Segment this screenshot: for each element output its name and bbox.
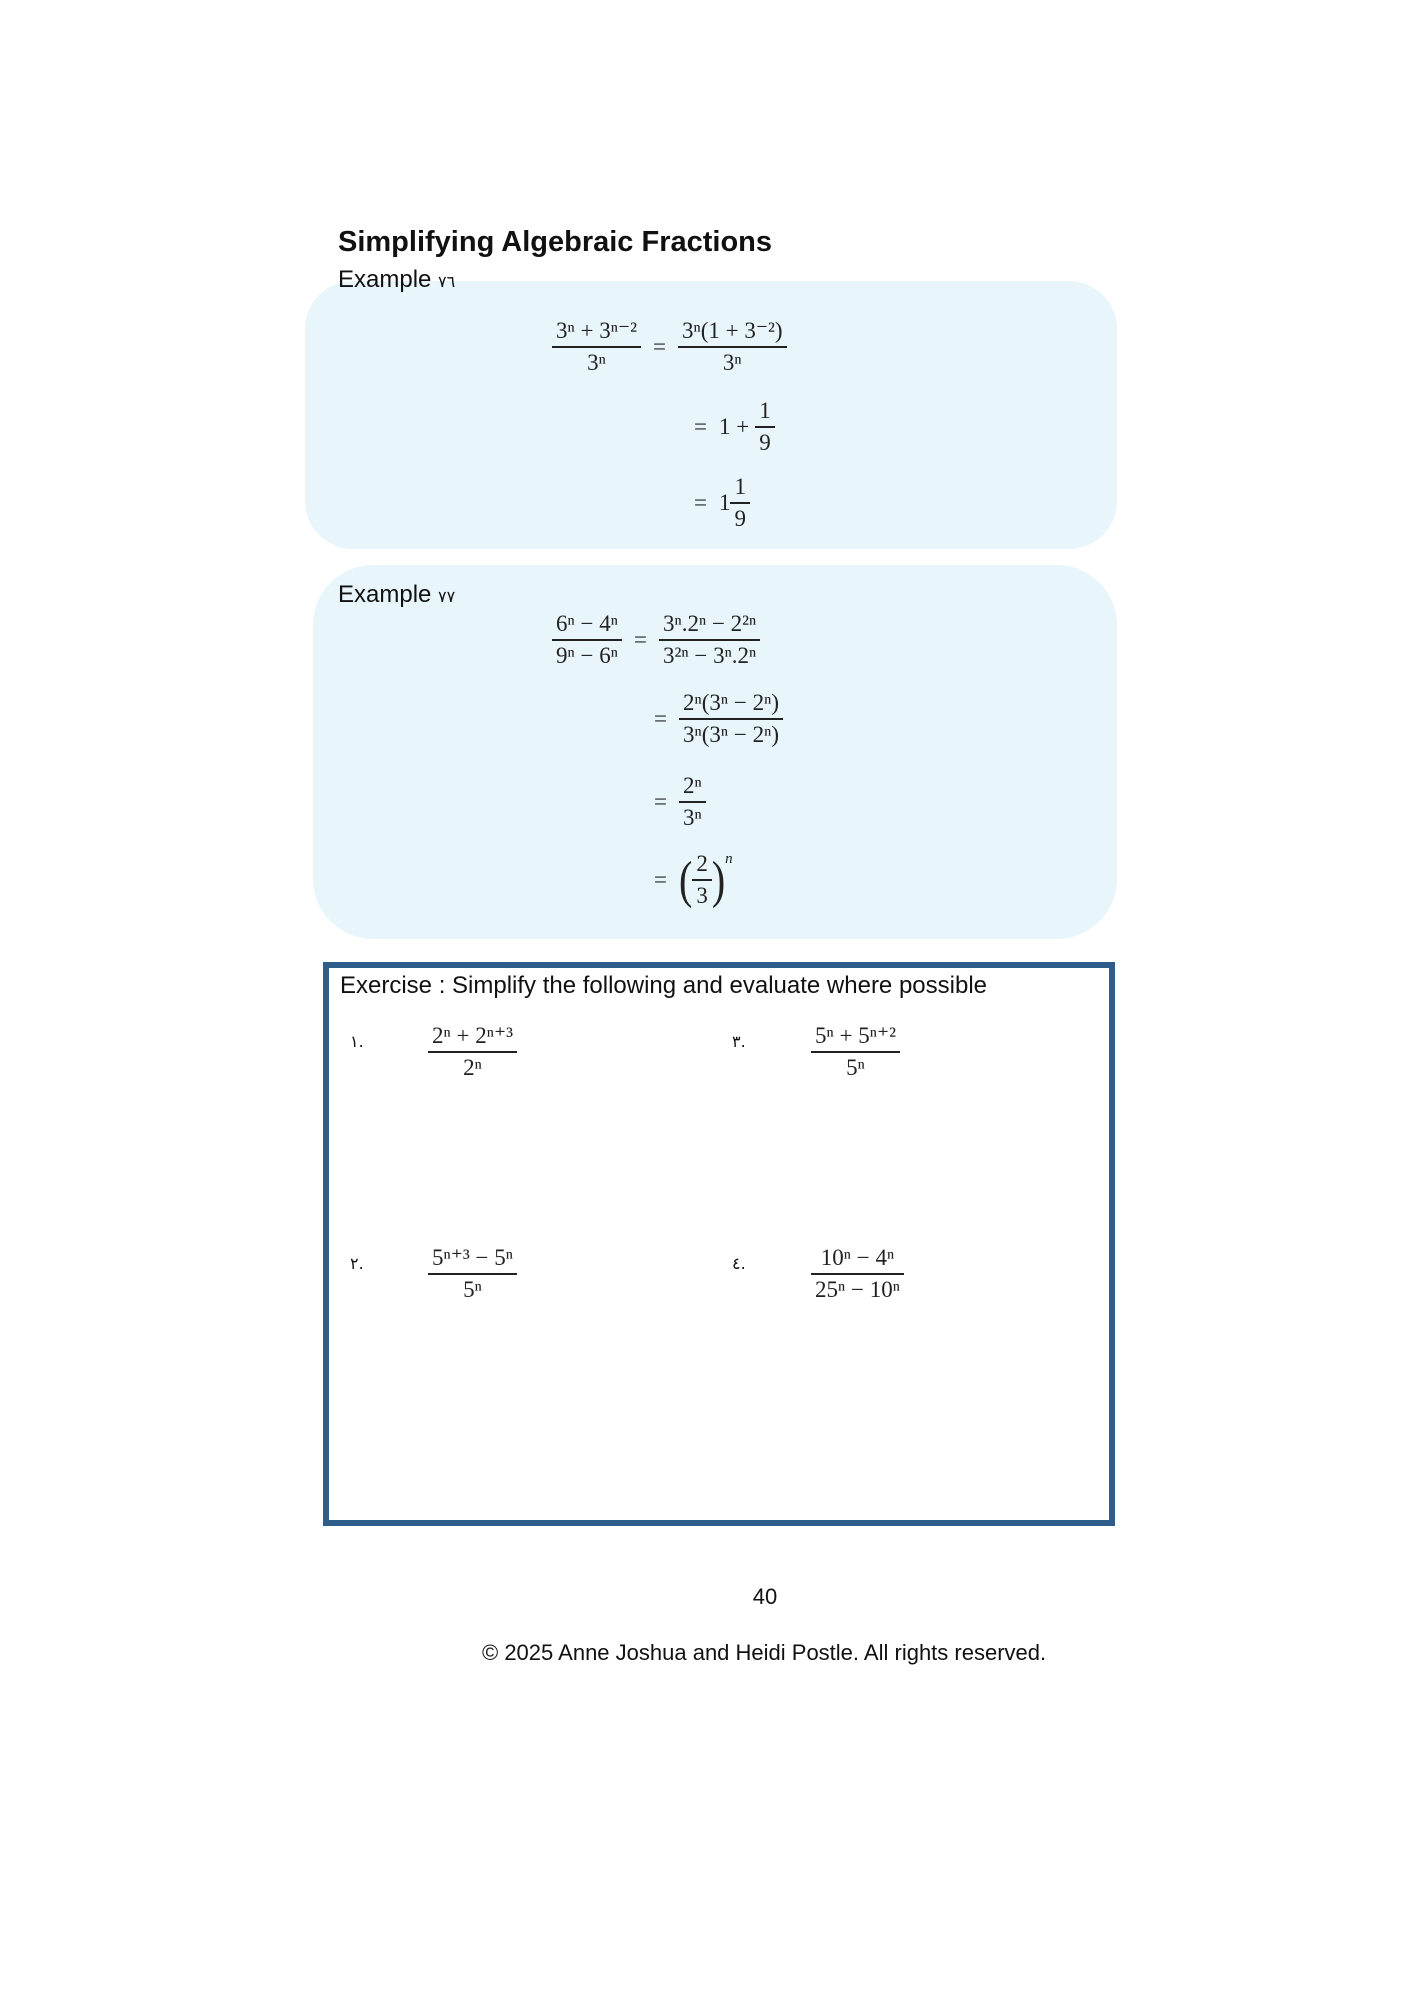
exercise-item-number: ١. [350, 1032, 364, 1051]
numerator: 3ⁿ + 3ⁿ⁻² [556, 318, 637, 343]
denominator: 3 [696, 882, 708, 908]
equals-sign: = [654, 788, 667, 814]
example-76-label [338, 266, 455, 294]
example-76-line-1 [552, 316, 787, 378]
denominator: 9ⁿ − 6ⁿ [556, 642, 618, 668]
numerator: 1 [734, 474, 746, 499]
denominator: 3ⁿ [682, 804, 702, 830]
equals-sign: = [694, 489, 707, 515]
example-76-line-2 [682, 396, 775, 458]
exercise-item-number: ٣. [732, 1032, 746, 1051]
numerator: 2ⁿ + 2ⁿ⁺³ [432, 1023, 513, 1048]
fraction [428, 1021, 517, 1083]
fraction [552, 316, 641, 378]
denominator: 2ⁿ [463, 1054, 482, 1080]
right-parenthesis: ) [711, 849, 726, 909]
left-parenthesis: ( [678, 849, 693, 909]
example-76-line-3 [682, 472, 750, 534]
denominator: 25ⁿ − 10ⁿ [815, 1276, 900, 1302]
exercise-item-1 [428, 1021, 517, 1083]
numerator: 10ⁿ − 4ⁿ [820, 1245, 895, 1270]
equals-sign: = [633, 626, 647, 652]
fraction [679, 688, 783, 750]
fraction [428, 1243, 517, 1305]
example-77-line-4 [642, 849, 733, 911]
numerator: 2 [696, 851, 708, 876]
fraction [730, 472, 750, 534]
exercise-item-4 [811, 1243, 904, 1305]
numerator: 2ⁿ [682, 773, 702, 798]
numerator: 5ⁿ + 5ⁿ⁺² [815, 1023, 896, 1048]
fraction [659, 609, 760, 671]
example-77-label [338, 581, 455, 609]
example-label-text: Example [338, 581, 432, 608]
exercise-item-number: ٢. [350, 1254, 364, 1273]
denominator: 5ⁿ [846, 1054, 865, 1080]
whole-part: 1 [718, 489, 731, 515]
denominator: 3²ⁿ − 3ⁿ.2ⁿ [662, 642, 757, 668]
denominator: 9 [759, 429, 771, 455]
example-number: ٧٧ [438, 589, 456, 606]
numerator: 3ⁿ(1 + 3⁻²) [681, 318, 783, 343]
example-77-line-3 [642, 771, 706, 833]
numerator: 5ⁿ⁺³ − 5ⁿ [432, 1245, 513, 1270]
exponent: n [725, 851, 733, 867]
equals-sign: = [653, 333, 666, 359]
equals-sign: = [654, 705, 667, 731]
denominator: 3ⁿ [587, 349, 606, 375]
fraction [692, 849, 712, 911]
example-number: ٧٦ [438, 274, 456, 291]
denominator: 3ⁿ [722, 349, 742, 375]
exercise-item-2 [428, 1243, 517, 1305]
numerator: 3ⁿ.2ⁿ − 2²ⁿ [662, 611, 757, 636]
fraction [755, 396, 775, 458]
page-title: Simplifying Algebraic Fractions [338, 226, 773, 258]
page-number: 40 [752, 1584, 778, 1609]
whole-part: 1 + [718, 413, 750, 439]
equals-sign: = [654, 866, 667, 892]
denominator: 5ⁿ [463, 1276, 482, 1302]
equals-sign: = [694, 413, 707, 439]
fraction [552, 609, 622, 671]
exercise-title: Exercise : Simplify the following and evaluate where possible [340, 972, 988, 999]
denominator: 9 [734, 505, 746, 531]
example-77-line-2 [642, 688, 783, 750]
example-label-text: Example [338, 266, 432, 293]
numerator: 2ⁿ(3ⁿ − 2ⁿ) [682, 690, 780, 715]
exercise-item-number: ٤. [732, 1254, 746, 1273]
exercise-item-3 [811, 1021, 900, 1083]
denominator: 3ⁿ(3ⁿ − 2ⁿ) [682, 721, 780, 747]
copyright-notice: © 2025 Anne Joshua and Heidi Postle. All rights reserved. [482, 1640, 1047, 1665]
fraction [811, 1243, 904, 1305]
numerator: 6ⁿ − 4ⁿ [556, 611, 618, 636]
example-77-line-1 [552, 609, 760, 671]
fraction [678, 316, 787, 378]
numerator: 1 [759, 398, 771, 423]
fraction [679, 771, 706, 833]
fraction [811, 1021, 900, 1083]
